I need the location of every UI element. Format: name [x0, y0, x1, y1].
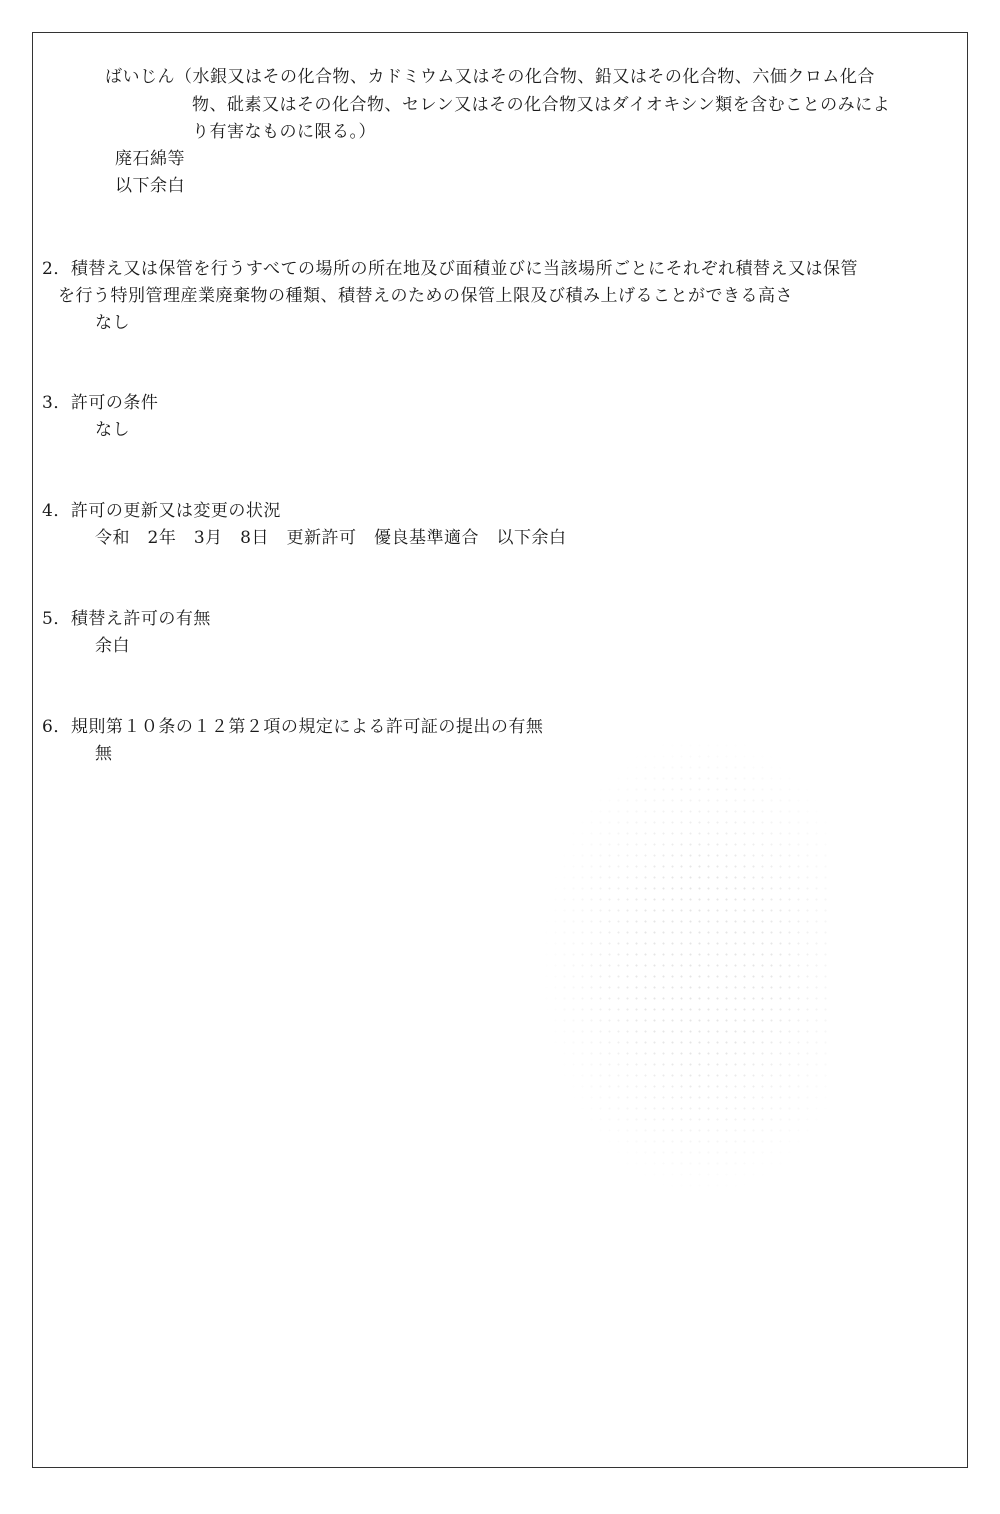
- section-4-heading: 4．許可の更新又は変更の状況: [42, 501, 281, 521]
- section-5-heading: 5．積替え許可の有無: [42, 609, 211, 629]
- section-4-value: 令和 2年 3月 8日 更新許可 優良基準適合 以下余白: [95, 528, 567, 548]
- section-5-value: 余白: [95, 636, 130, 656]
- waste-type-line-2: 物、砒素又はその化合物、セレン又はその化合物又はダイオキシン類を含むことのみによ: [192, 95, 891, 115]
- section-2-value: なし: [95, 313, 130, 333]
- section-6-heading: 6．規則第１０条の１２第２項の規定による許可証の提出の有無: [42, 717, 544, 737]
- section-2-heading-line-2: を行う特別管理産業廃棄物の種類、積替えのための保管上限及び積み上げることができる高さ: [58, 286, 793, 306]
- blank-below-note: 以下余白: [115, 176, 185, 196]
- section-2-heading-line-1: 2．積替え又は保管を行うすべての場所の所在地及び面積並びに当該場所ごとにそれぞれ積替え又は保管: [42, 259, 858, 279]
- waste-type-line-3: り有害なものに限る。）: [192, 122, 376, 142]
- section-3-value: なし: [95, 420, 130, 440]
- section-6-value: 無: [95, 744, 113, 764]
- section-3-heading: 3．許可の条件: [42, 393, 159, 413]
- asbestos-waste-item: 廃石綿等: [115, 149, 185, 169]
- waste-type-line-1: ばいじん（水銀又はその化合物、カドミウム又はその化合物、鉛又はその化合物、六価クロム化合: [105, 67, 875, 87]
- scan-speckle-pattern: [470, 740, 830, 1300]
